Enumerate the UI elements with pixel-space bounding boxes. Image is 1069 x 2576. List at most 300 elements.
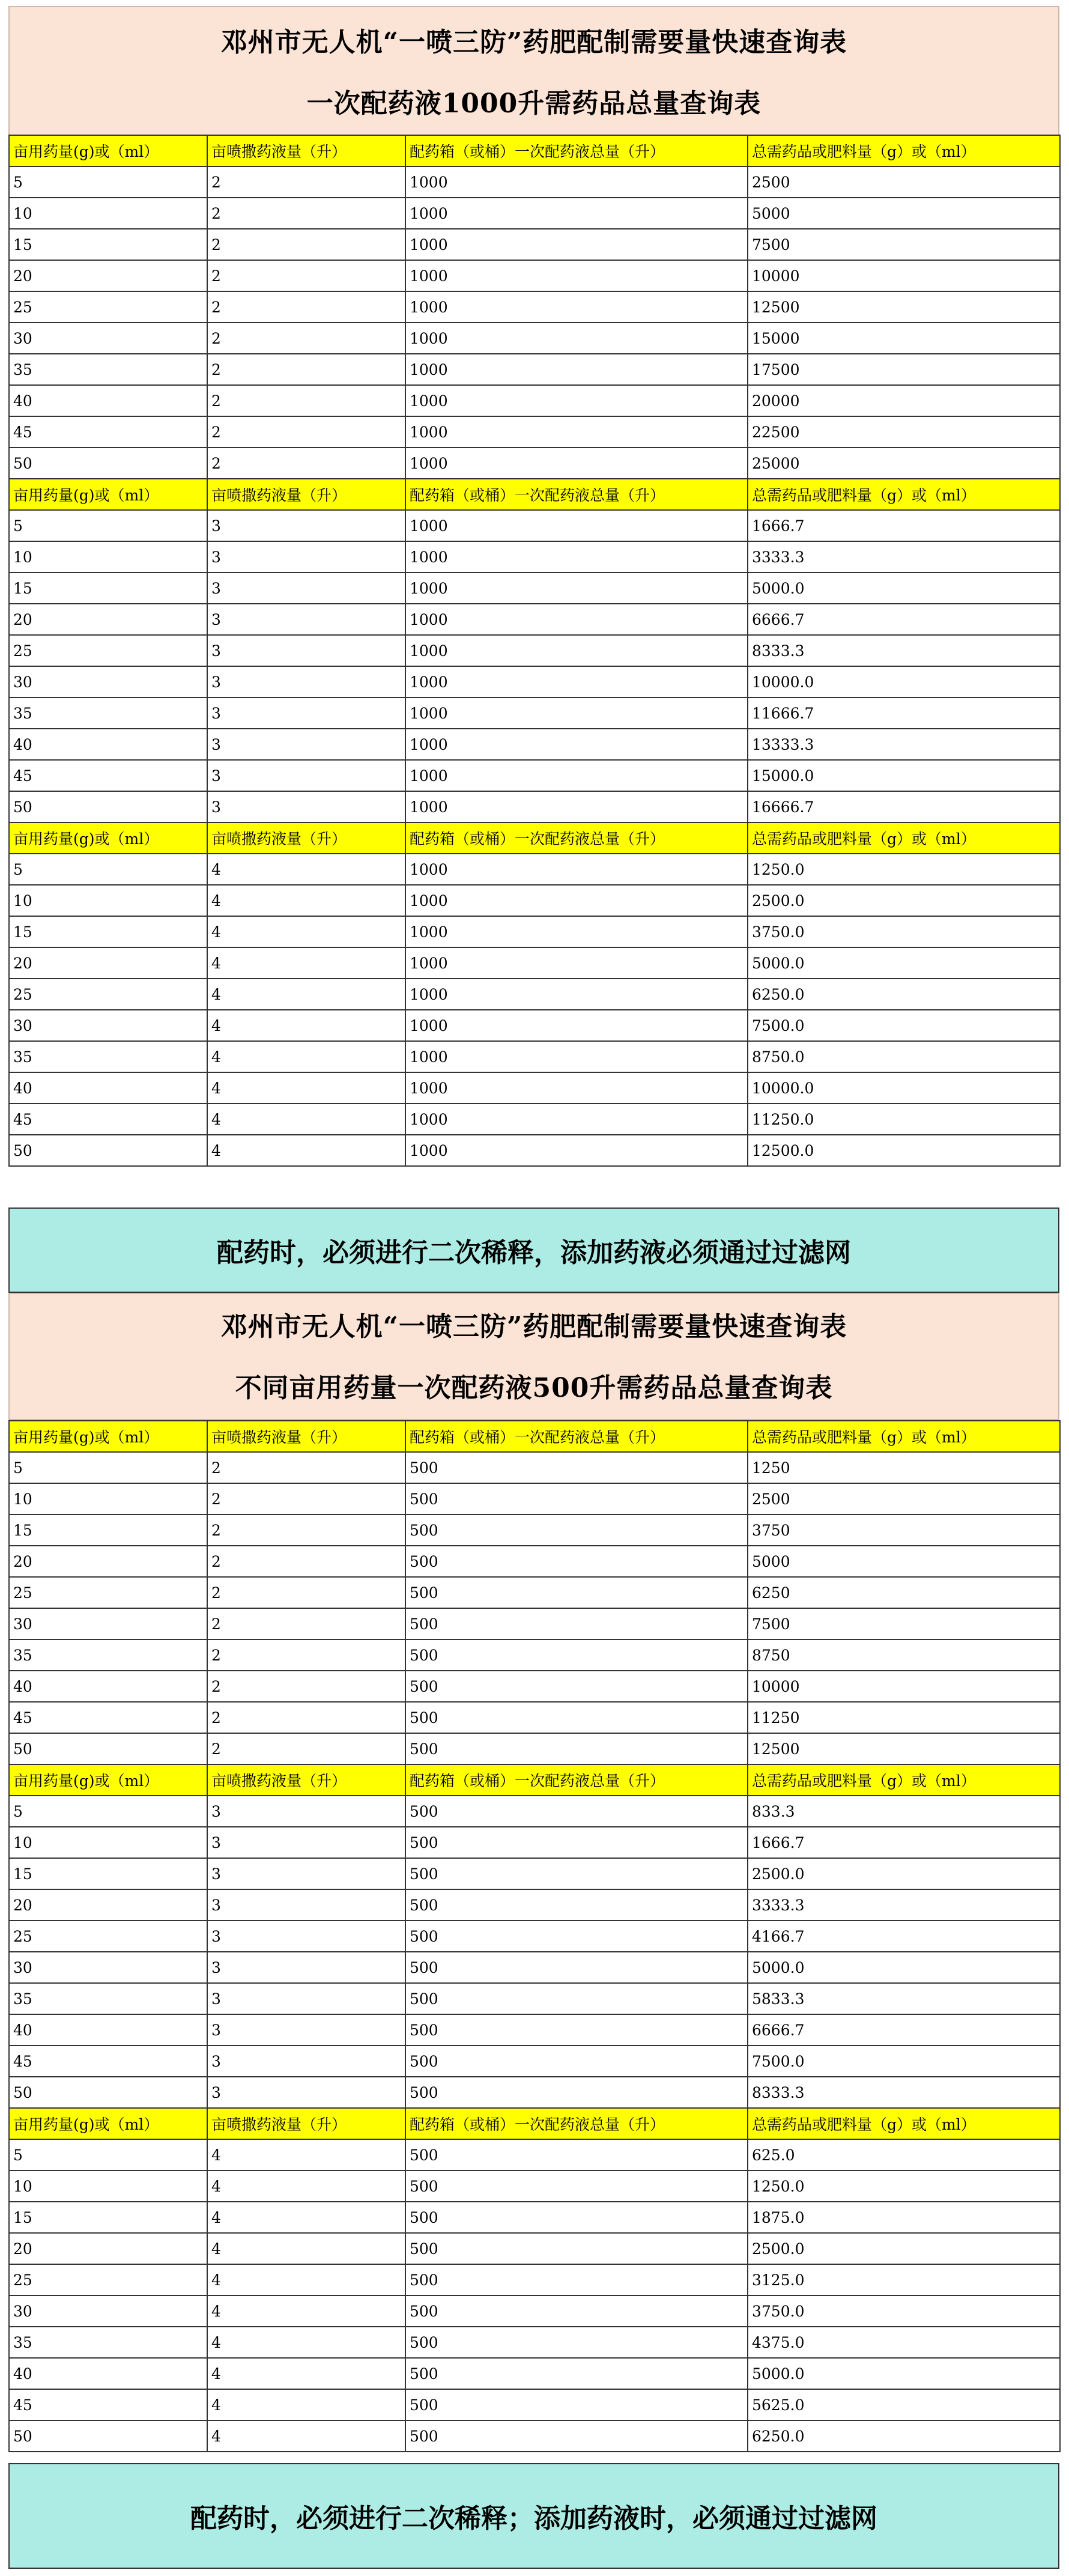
table-cell: 4 [207, 2389, 405, 2420]
table-cell: 45 [9, 2046, 207, 2077]
table-cell: 4 [207, 2327, 405, 2358]
table-cell: 25 [9, 291, 207, 323]
table-cell: 50 [9, 1733, 207, 1764]
table-cell: 3 [207, 573, 405, 604]
table-cell: 1000 [405, 885, 748, 916]
table-header-row [9, 1764, 1060, 1796]
table-cell: 3125.0 [748, 2264, 1060, 2295]
table-cell: 7500.0 [748, 1010, 1060, 1041]
table-cell: 6666.7 [748, 604, 1060, 635]
table-cell: 40 [9, 1072, 207, 1104]
table-cell: 45 [9, 1702, 207, 1733]
table-cell: 3 [207, 1827, 405, 1858]
table-cell: 1666.7 [748, 1827, 1060, 1858]
table-row [9, 635, 1060, 666]
table-cell: 3 [207, 2014, 405, 2046]
table-cell: 5 [9, 1796, 207, 1827]
table-row [9, 573, 1060, 604]
column-header: 亩用药量(g)或（ml） [9, 2108, 207, 2139]
table-row [9, 2358, 1060, 2389]
table-cell: 2500.0 [748, 885, 1060, 916]
column-header: 亩喷撒药液量（升） [207, 822, 405, 854]
table-row [9, 291, 1060, 323]
table-row [9, 1072, 1060, 1104]
table-cell: 4 [207, 2264, 405, 2295]
table-cell: 30 [9, 1608, 207, 1639]
table-header-row [9, 822, 1060, 854]
column-header: 亩喷撒药液量（升） [207, 135, 405, 166]
table-cell: 10000.0 [748, 1072, 1060, 1104]
column-header: 亩用药量(g)或（ml） [9, 822, 207, 854]
table-row [9, 1858, 1060, 1889]
table-cell: 30 [9, 1952, 207, 1983]
table-cell: 20 [9, 947, 207, 979]
table-cell: 20 [9, 1546, 207, 1577]
table-cell: 500 [405, 2389, 748, 2420]
table-cell: 1250 [748, 1452, 1060, 1483]
column-header: 亩喷撒药液量（升） [207, 1421, 405, 1452]
table-cell: 500 [405, 1671, 748, 1702]
table-row [9, 1983, 1060, 2014]
table-cell: 5833.3 [748, 1983, 1060, 2014]
table-row [9, 354, 1060, 385]
table-header-row [9, 479, 1060, 510]
table-cell: 1000 [405, 979, 748, 1010]
table-cell: 10 [9, 541, 207, 573]
table-row [9, 1639, 1060, 1671]
table-row [9, 1827, 1060, 1858]
table-cell: 4 [207, 2420, 405, 2452]
table-row [9, 1104, 1060, 1135]
table-cell: 1000 [405, 760, 748, 791]
table-cell: 25 [9, 1577, 207, 1608]
table-cell: 22500 [748, 416, 1060, 448]
table-row [9, 1483, 1060, 1514]
table-cell: 3 [207, 697, 405, 729]
section2-note: 配药时，必须进行二次稀释；添加药液时，必须通过过滤网 [8, 2463, 1059, 2569]
table-cell: 2 [207, 323, 405, 354]
table-row [9, 885, 1060, 916]
table-cell: 2 [207, 1671, 405, 1702]
table-cell: 2 [207, 416, 405, 448]
table-row [9, 604, 1060, 635]
table-cell: 6250 [748, 1577, 1060, 1608]
table-cell: 30 [9, 323, 207, 354]
table-cell: 11666.7 [748, 697, 1060, 729]
table-cell: 3 [207, 1983, 405, 2014]
table-cell: 10000 [748, 260, 1060, 291]
section1-title-box [8, 6, 1059, 136]
table-cell: 2 [207, 198, 405, 229]
table-cell: 500 [405, 1983, 748, 2014]
table-cell: 50 [9, 448, 207, 479]
table-cell: 4 [207, 2170, 405, 2202]
table-cell: 45 [9, 416, 207, 448]
table-cell: 500 [405, 2014, 748, 2046]
table-cell: 30 [9, 666, 207, 697]
table-row [9, 947, 1060, 979]
table-cell: 1666.7 [748, 510, 1060, 541]
table-cell: 4 [207, 2295, 405, 2327]
table-cell: 25 [9, 1921, 207, 1952]
table-header-row [9, 135, 1060, 166]
table-row [9, 1702, 1060, 1733]
table-cell: 15 [9, 229, 207, 260]
table-row [9, 2202, 1060, 2233]
table-cell: 500 [405, 1452, 748, 1483]
table-cell: 500 [405, 1546, 748, 1577]
column-header: 总需药品或肥料量（g）或（ml） [748, 822, 1060, 854]
table-row [9, 1796, 1060, 1827]
table-cell: 2 [207, 1483, 405, 1514]
table-row [9, 2046, 1060, 2077]
table-cell: 3 [207, 1796, 405, 1827]
table-cell: 1250.0 [748, 2170, 1060, 2202]
table-cell: 1000 [405, 385, 748, 416]
table-row [9, 1010, 1060, 1041]
table-cell: 500 [405, 2358, 748, 2389]
table-row [9, 2327, 1060, 2358]
table-cell: 4 [207, 2202, 405, 2233]
table-cell: 1000 [405, 1072, 748, 1104]
table-cell: 500 [405, 2264, 748, 2295]
table-cell: 2 [207, 1639, 405, 1671]
table-row [9, 2170, 1060, 2202]
column-header: 配药箱（或桶）一次配药液总量（升） [405, 822, 748, 854]
table-cell: 1000 [405, 198, 748, 229]
table-cell: 3 [207, 791, 405, 822]
section1-table [8, 135, 1061, 1167]
table-cell: 40 [9, 2014, 207, 2046]
column-header: 亩用药量(g)或（ml） [9, 479, 207, 510]
table-row [9, 1041, 1060, 1072]
table-cell: 6666.7 [748, 2014, 1060, 2046]
table-cell: 1000 [405, 260, 748, 291]
table-cell: 1000 [405, 916, 748, 947]
column-header: 总需药品或肥料量（g）或（ml） [748, 135, 1060, 166]
table-row [9, 1671, 1060, 1702]
table-cell: 10 [9, 2170, 207, 2202]
table-cell: 2 [207, 166, 405, 198]
column-header: 总需药品或肥料量（g）或（ml） [748, 1764, 1060, 1796]
column-header: 配药箱（或桶）一次配药液总量（升） [405, 135, 748, 166]
table-cell: 1000 [405, 1041, 748, 1072]
table-row [9, 1135, 1060, 1166]
table-cell: 4 [207, 854, 405, 885]
table-cell: 2 [207, 229, 405, 260]
section1-subtitle: 一次配药液1000升需药品总量查询表 [306, 88, 762, 119]
table-cell: 8333.3 [748, 635, 1060, 666]
table-cell: 20 [9, 604, 207, 635]
section2-title: 邓州市无人机“一喷三防”药肥配制需要量快速查询表 [220, 1311, 847, 1342]
table-cell: 1000 [405, 323, 748, 354]
table-cell: 1000 [405, 947, 748, 979]
table-cell: 5 [9, 2139, 207, 2170]
table-header-row [9, 1421, 1060, 1452]
table-cell: 15 [9, 1858, 207, 1889]
table-cell: 1250.0 [748, 854, 1060, 885]
table-cell: 500 [405, 2139, 748, 2170]
table-cell: 500 [405, 1952, 748, 1983]
table-row [9, 448, 1060, 479]
table-cell: 15000 [748, 323, 1060, 354]
table-cell: 2 [207, 1577, 405, 1608]
table-cell: 6250.0 [748, 979, 1060, 1010]
table-cell: 4 [207, 1072, 405, 1104]
table-cell: 4 [207, 2358, 405, 2389]
table-cell: 3 [207, 1858, 405, 1889]
table-cell: 500 [405, 1796, 748, 1827]
table-cell: 4 [207, 1135, 405, 1166]
table-cell: 500 [405, 2233, 748, 2264]
column-header: 亩用药量(g)或（ml） [9, 135, 207, 166]
table-cell: 500 [405, 1733, 748, 1764]
table-cell: 2 [207, 1733, 405, 1764]
table-row [9, 1546, 1060, 1577]
table-cell: 2500 [748, 1483, 1060, 1514]
table-cell: 500 [405, 2295, 748, 2327]
table-cell: 1000 [405, 1010, 748, 1041]
table-cell: 30 [9, 1010, 207, 1041]
table-row [9, 760, 1060, 791]
table-cell: 4 [207, 1104, 405, 1135]
table-cell: 40 [9, 1671, 207, 1702]
table-cell: 10000 [748, 1671, 1060, 1702]
table-row [9, 2014, 1060, 2046]
table-cell: 4166.7 [748, 1921, 1060, 1952]
table-row [9, 229, 1060, 260]
table-cell: 40 [9, 729, 207, 760]
table-cell: 40 [9, 385, 207, 416]
table-cell: 15 [9, 1514, 207, 1546]
table-row [9, 729, 1060, 760]
table-cell: 5 [9, 1452, 207, 1483]
table-cell: 1000 [405, 416, 748, 448]
table-cell: 6250.0 [748, 2420, 1060, 2452]
table-row [9, 2389, 1060, 2420]
section2-table [8, 1420, 1061, 2452]
table-cell: 4 [207, 979, 405, 1010]
table-cell: 25 [9, 979, 207, 1010]
table-row [9, 323, 1060, 354]
table-cell: 3 [207, 1952, 405, 1983]
table-cell: 500 [405, 2420, 748, 2452]
table-cell: 12500 [748, 291, 1060, 323]
table-cell: 500 [405, 1702, 748, 1733]
table-cell: 3333.3 [748, 1889, 1060, 1921]
table-row [9, 697, 1060, 729]
table-cell: 2 [207, 385, 405, 416]
table-cell: 5000 [748, 1546, 1060, 1577]
table-cell: 4 [207, 2233, 405, 2264]
table-cell: 500 [405, 2202, 748, 2233]
table-cell: 35 [9, 1639, 207, 1671]
table-cell: 500 [405, 2077, 748, 2108]
column-header: 亩喷撒药液量（升） [207, 2108, 405, 2139]
table-cell: 7500 [748, 1608, 1060, 1639]
column-header: 总需药品或肥料量（g）或（ml） [748, 1421, 1060, 1452]
column-header: 配药箱（或桶）一次配药液总量（升） [405, 2108, 748, 2139]
table-cell: 5000 [748, 198, 1060, 229]
table-row [9, 1952, 1060, 1983]
table-cell: 4375.0 [748, 2327, 1060, 2358]
table-cell: 3 [207, 666, 405, 697]
table-cell: 1000 [405, 635, 748, 666]
table-cell: 500 [405, 1577, 748, 1608]
table-cell: 1000 [405, 166, 748, 198]
table-cell: 1000 [405, 1135, 748, 1166]
table-cell: 16666.7 [748, 791, 1060, 822]
table-cell: 833.3 [748, 1796, 1060, 1827]
table-row [9, 2077, 1060, 2108]
table-cell: 35 [9, 354, 207, 385]
table-cell: 3 [207, 2046, 405, 2077]
section1-note: 配药时，必须进行二次稀释，添加药液必须通过过滤网 [8, 1208, 1059, 1293]
table-cell: 7500.0 [748, 2046, 1060, 2077]
table-cell: 2500.0 [748, 1858, 1060, 1889]
column-header: 亩喷撒药液量（升） [207, 479, 405, 510]
table-cell: 1000 [405, 573, 748, 604]
table-cell: 500 [405, 1921, 748, 1952]
table-cell: 5 [9, 166, 207, 198]
table-cell: 2500.0 [748, 2233, 1060, 2264]
table-cell: 3750 [748, 1514, 1060, 1546]
table-cell: 2 [207, 1608, 405, 1639]
table-cell: 10 [9, 885, 207, 916]
table-cell: 2 [207, 1514, 405, 1546]
table-cell: 5000.0 [748, 573, 1060, 604]
table-cell: 5 [9, 854, 207, 885]
table-cell: 15 [9, 916, 207, 947]
table-cell: 3333.3 [748, 541, 1060, 573]
table-row [9, 1921, 1060, 1952]
table-cell: 4 [207, 947, 405, 979]
table-cell: 45 [9, 2389, 207, 2420]
table-cell: 1000 [405, 510, 748, 541]
table-cell: 3 [207, 1921, 405, 1952]
table-row [9, 260, 1060, 291]
table-cell: 20000 [748, 385, 1060, 416]
table-row [9, 2139, 1060, 2170]
table-cell: 10 [9, 1483, 207, 1514]
table-cell: 3750.0 [748, 916, 1060, 947]
table-cell: 1000 [405, 604, 748, 635]
table-cell: 20 [9, 260, 207, 291]
table-cell: 3 [207, 2077, 405, 2108]
table-cell: 4 [207, 1010, 405, 1041]
table-cell: 625.0 [748, 2139, 1060, 2170]
table-cell: 3 [207, 604, 405, 635]
table-cell: 15 [9, 573, 207, 604]
table-cell: 35 [9, 1983, 207, 2014]
table-cell: 3 [207, 1889, 405, 1921]
table-cell: 500 [405, 1514, 748, 1546]
table-cell: 1000 [405, 1104, 748, 1135]
table-cell: 12500 [748, 1733, 1060, 1764]
table-cell: 40 [9, 2358, 207, 2389]
column-header: 总需药品或肥料量（g）或（ml） [748, 2108, 1060, 2139]
table-cell: 20 [9, 2233, 207, 2264]
table-row [9, 541, 1060, 573]
table-row [9, 198, 1060, 229]
table-cell: 50 [9, 791, 207, 822]
table-row [9, 166, 1060, 198]
table-cell: 2 [207, 448, 405, 479]
table-cell: 5000.0 [748, 2358, 1060, 2389]
table-row [9, 1514, 1060, 1546]
table-cell: 1000 [405, 541, 748, 573]
table-cell: 2 [207, 354, 405, 385]
table-cell: 3 [207, 510, 405, 541]
table-cell: 50 [9, 2077, 207, 2108]
table-cell: 1000 [405, 448, 748, 479]
column-header: 亩喷撒药液量（升） [207, 1764, 405, 1796]
table-cell: 1000 [405, 791, 748, 822]
table-cell: 1000 [405, 854, 748, 885]
section2-title-box [8, 1293, 1059, 1420]
table-row [9, 1577, 1060, 1608]
table-cell: 4 [207, 916, 405, 947]
table-cell: 3750.0 [748, 2295, 1060, 2327]
table-row [9, 1452, 1060, 1483]
table-cell: 500 [405, 1827, 748, 1858]
table-row [9, 1608, 1060, 1639]
table-row [9, 1889, 1060, 1921]
table-cell: 30 [9, 2295, 207, 2327]
table-row [9, 2233, 1060, 2264]
table-row [9, 416, 1060, 448]
table-cell: 35 [9, 1041, 207, 1072]
table-cell: 4 [207, 1041, 405, 1072]
section1-title: 邓州市无人机“一喷三防”药肥配制需要量快速查询表 [220, 27, 847, 58]
table-cell: 4 [207, 885, 405, 916]
table-cell: 10 [9, 1827, 207, 1858]
table-cell: 500 [405, 2327, 748, 2358]
table-cell: 5625.0 [748, 2389, 1060, 2420]
table-cell: 7500 [748, 229, 1060, 260]
table-cell: 8333.3 [748, 2077, 1060, 2108]
column-header: 亩用药量(g)或（ml） [9, 1421, 207, 1452]
column-header: 总需药品或肥料量（g）或（ml） [748, 479, 1060, 510]
table-cell: 15 [9, 2202, 207, 2233]
table-row [9, 979, 1060, 1010]
table-cell: 500 [405, 1639, 748, 1671]
table-cell: 25000 [748, 448, 1060, 479]
table-cell: 500 [405, 1483, 748, 1514]
table-cell: 500 [405, 1889, 748, 1921]
column-header: 亩用药量(g)或（ml） [9, 1764, 207, 1796]
column-header: 配药箱（或桶）一次配药液总量（升） [405, 1421, 748, 1452]
table-cell: 5000.0 [748, 947, 1060, 979]
table-cell: 20 [9, 1889, 207, 1921]
table-cell: 25 [9, 2264, 207, 2295]
table-cell: 3 [207, 729, 405, 760]
table-cell: 500 [405, 2046, 748, 2077]
table-cell: 2500 [748, 166, 1060, 198]
table-cell: 2 [207, 291, 405, 323]
column-header: 配药箱（或桶）一次配药液总量（升） [405, 479, 748, 510]
table-row [9, 854, 1060, 885]
table-row [9, 2295, 1060, 2327]
table-cell: 17500 [748, 354, 1060, 385]
table-cell: 11250.0 [748, 1104, 1060, 1135]
table-cell: 1000 [405, 697, 748, 729]
table-cell: 500 [405, 1608, 748, 1639]
table-row [9, 2420, 1060, 2452]
table-cell: 50 [9, 2420, 207, 2452]
table-cell: 3 [207, 635, 405, 666]
table-cell: 500 [405, 2170, 748, 2202]
